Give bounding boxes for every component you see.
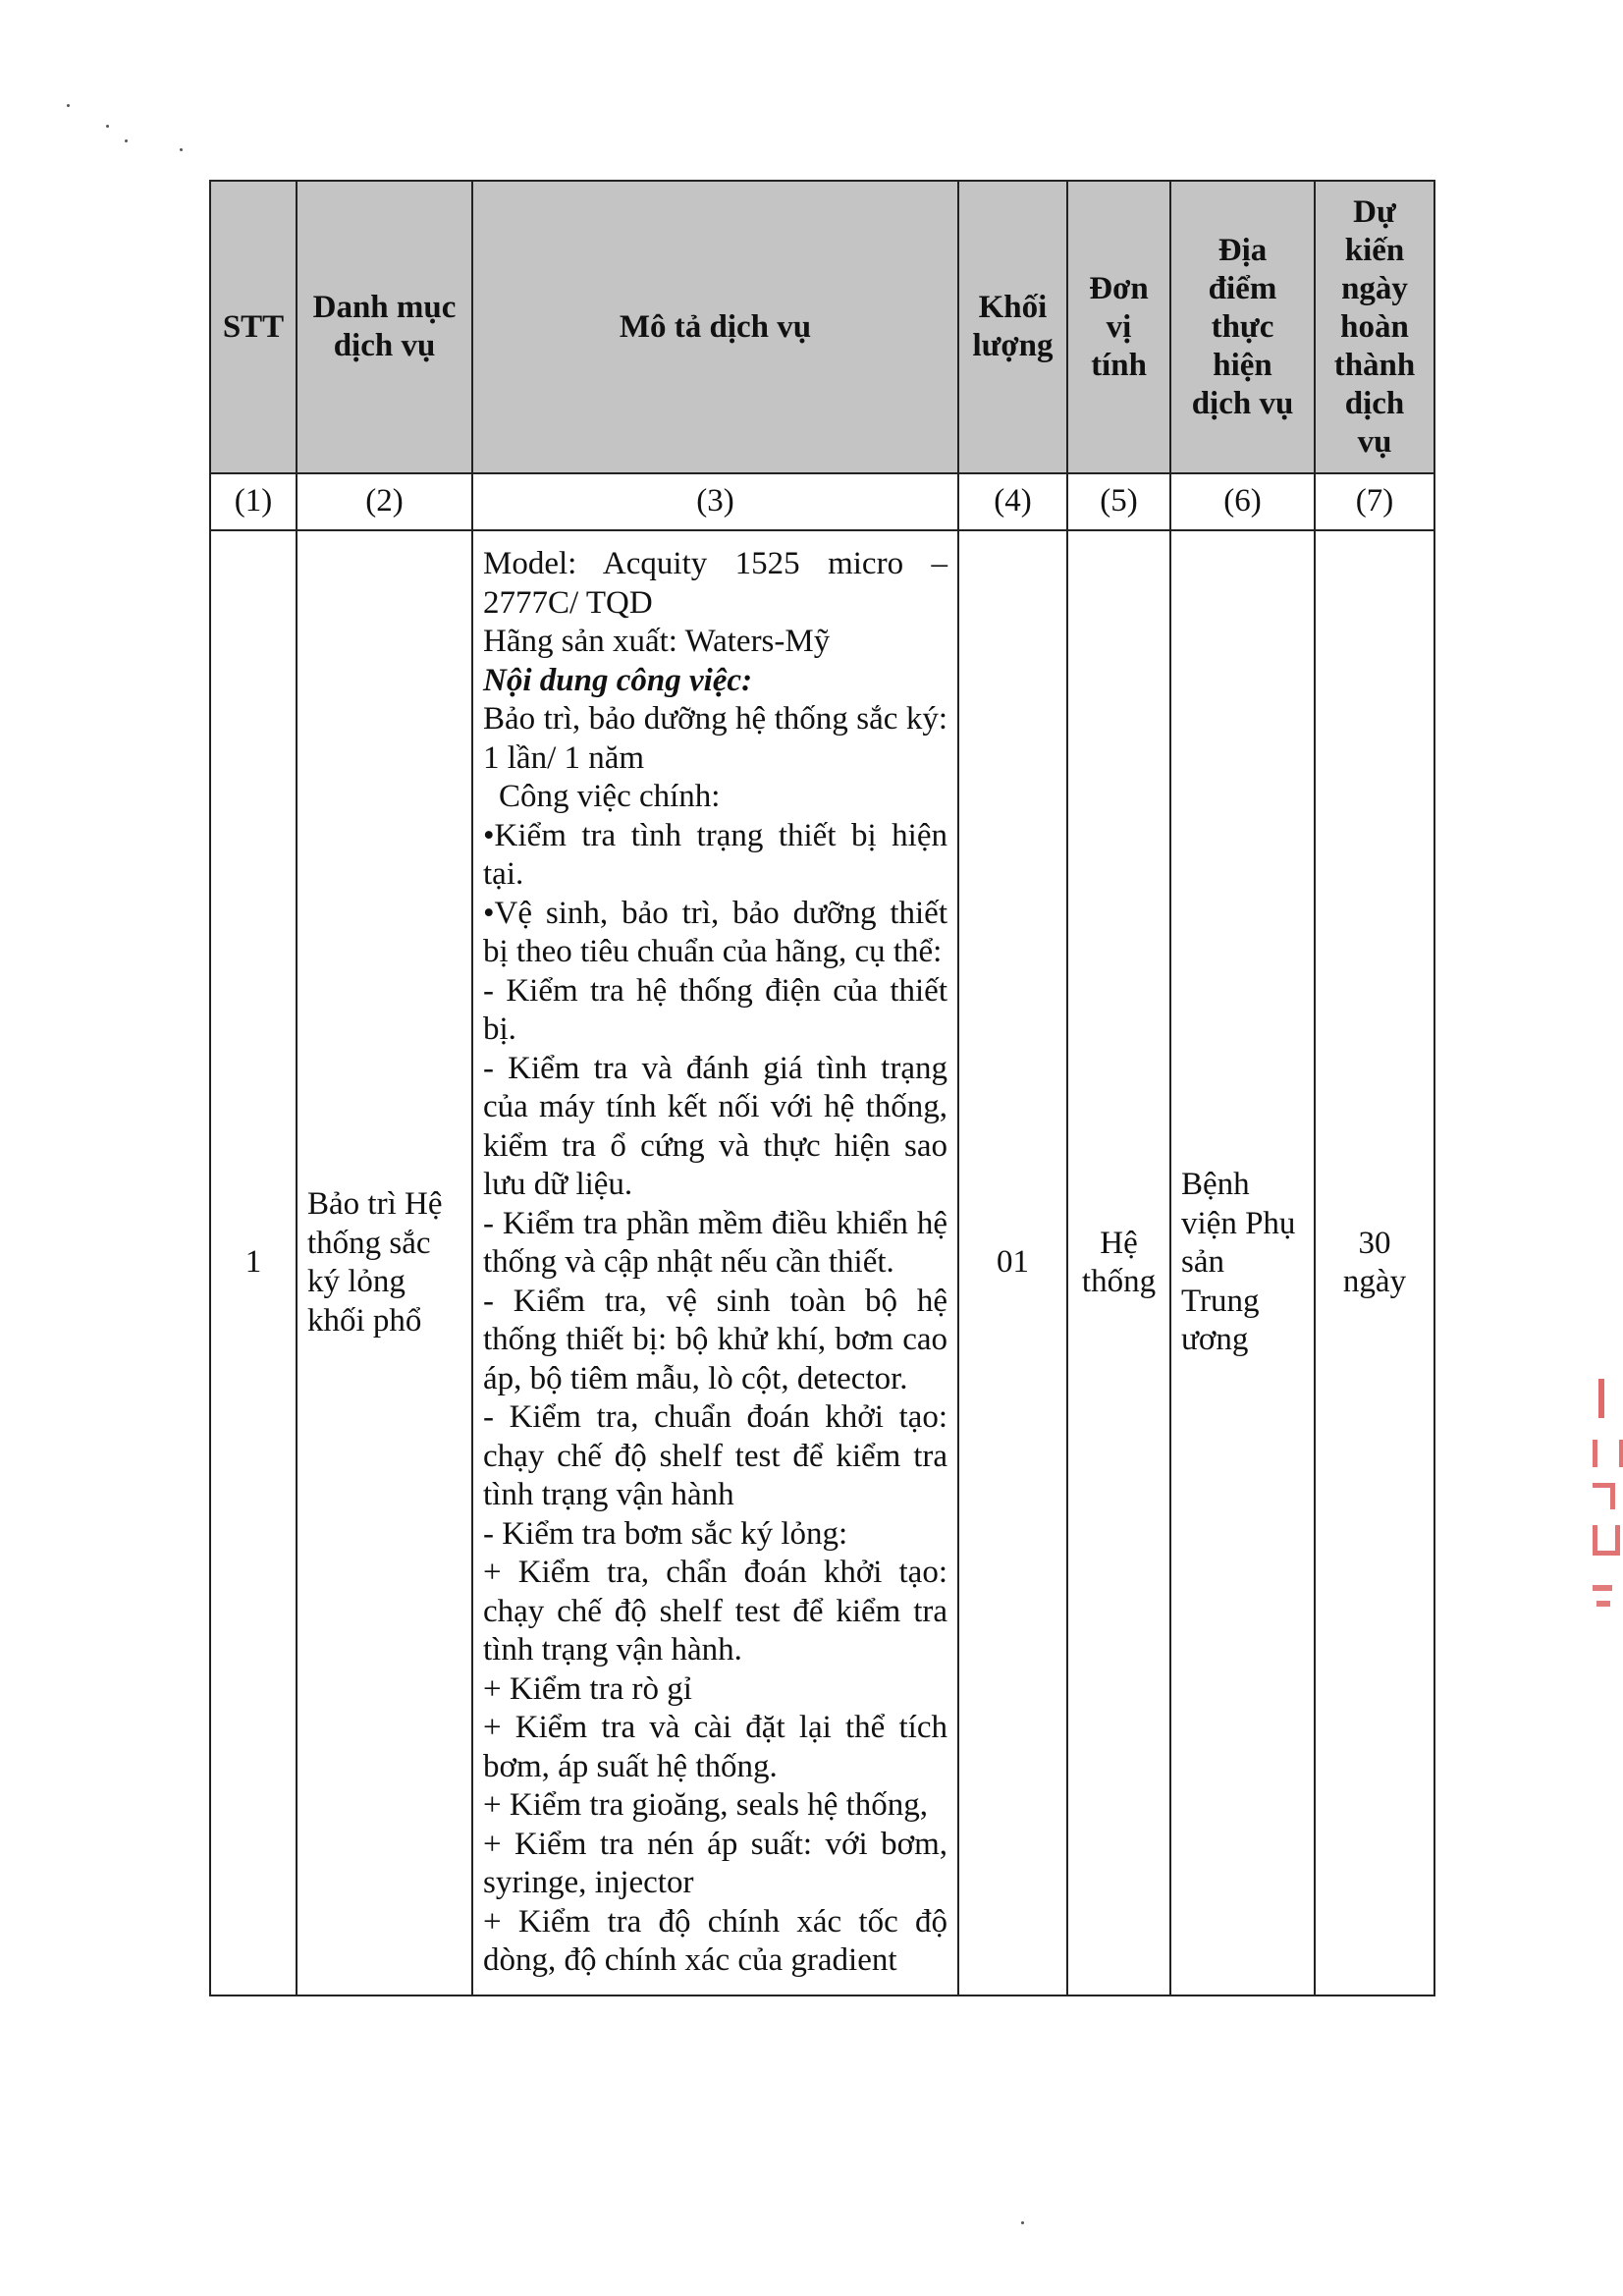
header-location: Địa điểm thực hiện dịch vụ [1170, 181, 1315, 473]
header-unit: Đơn vị tính [1067, 181, 1170, 473]
red-stamp-fragment [1589, 1375, 1623, 1669]
description-line: + Kiểm tra, chẩn đoán khởi tạo: chạy chế độ shelf test để kiểm tra tình trạng vận hành. [483, 1555, 947, 1668]
table-row [210, 530, 1434, 1995]
row-quantity: 01 [958, 530, 1067, 1995]
description-line: - Kiểm tra hệ thống điện của thiết bị. [483, 972, 947, 1048]
description-line: •Vệ sinh, bảo trì, bảo dưỡng thiết bị theo tiêu chuẩn của hãng, cụ thể: [483, 895, 947, 970]
column-number: (2) [297, 473, 472, 530]
scan-speck [180, 148, 183, 151]
column-number-row [210, 473, 1434, 530]
description-line: - Kiểm tra và đánh giá tình trạng của máy tính kết nối với hệ thống, kiểm tra ổ cứng và thực hiện sao lưu dữ liệu. [483, 1050, 947, 1203]
description-line: - Kiểm tra bơm sắc ký lỏng: [483, 1515, 848, 1552]
description-line: Công việc chính: [499, 779, 721, 815]
description-line: Model: Acquity 1525 micro – 2777C/ TQD [483, 546, 947, 621]
description-line: Bảo trì, bảo dưỡng hệ thống sắc ký: 1 lần/ 1 năm [483, 701, 947, 776]
description-line: + Kiểm tra nén áp suất: với bơm, syringe, injector [483, 1826, 947, 1901]
description-line: - Kiểm tra phần mềm điều khiển hệ thống và cập nhật nếu cần thiết. [483, 1205, 947, 1281]
description-line: •Kiểm tra tình trạng thiết bị hiện tại. [483, 817, 947, 893]
scan-speck [125, 139, 128, 142]
description-line: + Kiểm tra độ chính xác tốc độ dòng, độ chính xác của gradient [483, 1903, 947, 1979]
row-completion: 30 ngày [1315, 530, 1434, 1995]
description-line: Hãng sản xuất: Waters-Mỹ [483, 624, 831, 660]
scan-speck [67, 104, 70, 107]
description-line: + Kiểm tra và cài đặt lại thể tích bơm, áp suất hệ thống. [483, 1710, 947, 1784]
description-line: - Kiểm tra, chuẩn đoán khởi tạo: chạy chế độ shelf test để kiểm tra tình trạng vận hành [483, 1399, 947, 1513]
row-stt: 1 [210, 530, 297, 1995]
scan-speck [106, 125, 109, 128]
column-number: (6) [1170, 473, 1315, 530]
description-line: + Kiểm tra gioăng, seals hệ thống, [483, 1787, 929, 1824]
row-category: Bảo trì Hệ thống sắc ký lỏng khối phổ [297, 530, 472, 1995]
column-number: (5) [1067, 473, 1170, 530]
description-line: + Kiểm tra rò gỉ [483, 1670, 692, 1707]
header-quantity: Khối lượng [958, 181, 1067, 473]
service-table [209, 180, 1435, 1996]
description-line: Nội dung công việc: [483, 662, 753, 698]
description-line: - Kiểm tra, vệ sinh toàn bộ hệ thống thiết bị: bộ khử khí, bơm cao áp, bộ tiêm mẫu, lò cột, detector. [483, 1283, 947, 1396]
column-number: (1) [210, 473, 297, 530]
column-number: (3) [472, 473, 958, 530]
row-description [472, 530, 958, 1995]
header-description: Mô tả dịch vụ [472, 181, 958, 473]
header-row [210, 181, 1434, 473]
column-number: (7) [1315, 473, 1434, 530]
column-number: (4) [958, 473, 1067, 530]
header-stt: STT [210, 181, 297, 473]
header-category: Danh mục dịch vụ [297, 181, 472, 473]
row-unit: Hệ thống [1067, 530, 1170, 1995]
description-lines [483, 545, 947, 1981]
row-location: Bệnh viện Phụ sản Trung ương [1170, 530, 1315, 1995]
scan-speck [1021, 2221, 1024, 2224]
header-completion: Dự kiến ngày hoàn thành dịch vụ [1315, 181, 1434, 473]
